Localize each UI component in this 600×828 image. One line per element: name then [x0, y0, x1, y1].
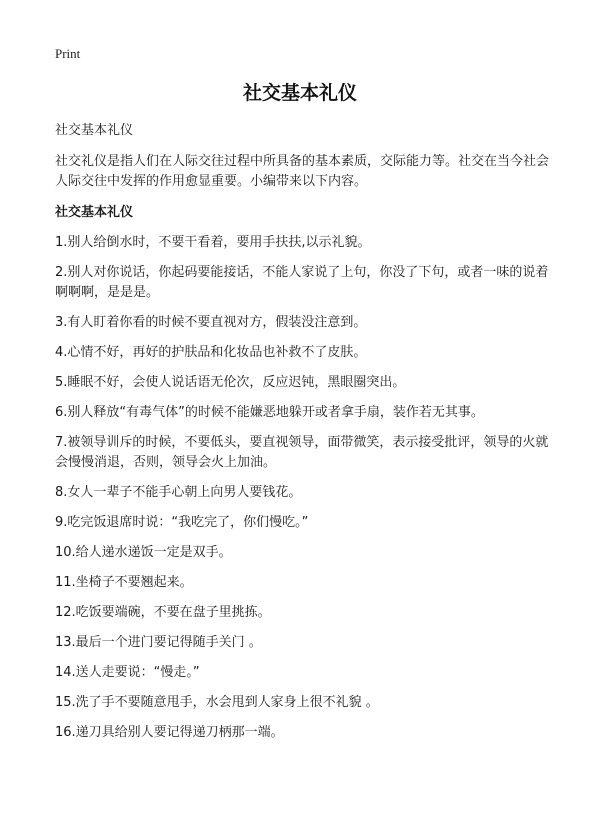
- list-item: 16.递刀具给别人要记得递刀柄那一端。: [55, 725, 284, 740]
- list-item: 12.吃饭要端碗，不要在盘子里挑拣。: [55, 605, 271, 620]
- article-subtitle: 社交基本礼仪: [55, 123, 134, 138]
- list-item: 2.别人对你说话，你起码要能接话，不能人家说了上句，你没了下句，或者一味的说着啊啊啊，是是是。: [55, 265, 549, 300]
- print-link[interactable]: Print: [55, 46, 81, 61]
- intro-paragraph: 社交礼仪是指人们在人际交往过程中所具备的基本素质，交际能力等。社交在当今社会人际交往中发挥的作用愈显重要。小编带来以下内容。: [55, 154, 550, 189]
- list-item: 3.有人盯着你看的时候不要直视对方，假装没注意到。: [55, 315, 367, 330]
- list-item: 5.睡眠不好，会使人说话语无伦次，反应迟钝，黑眼圈突出。: [55, 375, 406, 390]
- article-body: [55, 121, 555, 753]
- list-item: 4.心情不好，再好的护肤品和化妆品也补救不了皮肤。: [55, 345, 367, 360]
- list-item: 8.女人一辈子不能手心朝上向男人要钱花。: [55, 485, 302, 500]
- list-item: 10.给人递水递饭一定是双手。: [55, 545, 232, 560]
- list-item: 7.被领导训斥的时候，不要低头，要直视领导，面带微笑，表示接受批评，领导的火就会慢慢消退，否则，领导会火上加油。: [55, 435, 549, 470]
- list-item: 9.吃完饭退席时说：“我吃完了，你们慢吃。”: [55, 515, 309, 530]
- list-item: 6.别人释放“有毒气体”的时候不能嫌恶地躲开或者拿手扇，装作若无其事。: [55, 405, 484, 420]
- list-item: 13.最后一个进门要记得随手关门 。: [55, 635, 262, 650]
- page-title: 社交基本礼仪: [242, 82, 357, 104]
- section-heading: 社交基本礼仪: [55, 205, 134, 220]
- list-item: 1.别人给倒水时，不要干看着，要用手扶扶,以示礼貌。: [55, 235, 371, 250]
- list-item: 15.洗了手不要随意甩手，水会甩到人家身上很不礼貌 。: [55, 695, 379, 710]
- list-item: 14.送人走要说：“慢走。”: [55, 665, 200, 680]
- list-item: 11.坐椅子不要翘起来。: [55, 575, 193, 590]
